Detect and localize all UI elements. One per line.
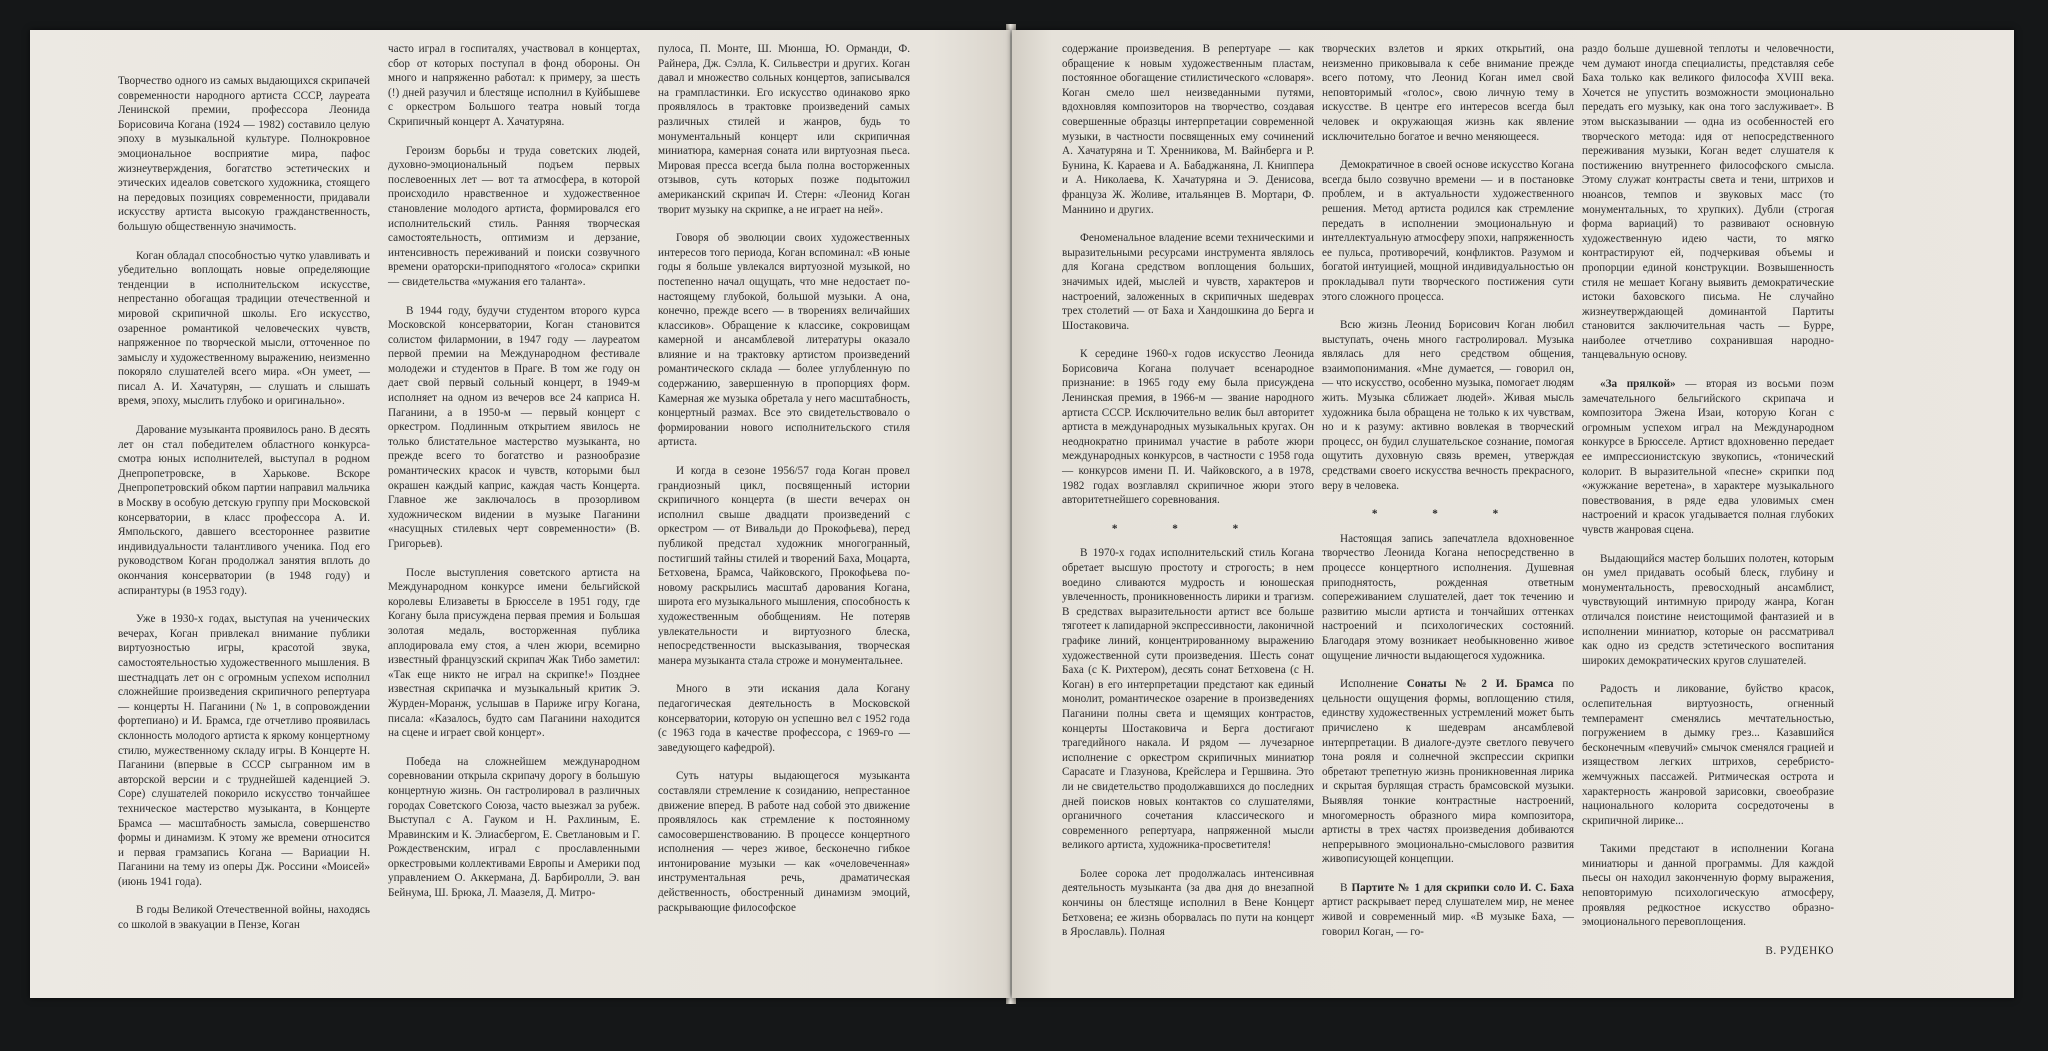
paragraph: В годы Великой Отечественной войны, находясь со школой в эвакуации в Пензе, Коган xyxy=(118,904,370,932)
right-column-1 xyxy=(1062,42,1314,954)
left-column-2 xyxy=(388,42,640,915)
left-column-3 xyxy=(658,42,910,929)
author-signature: В. РУДЕНКО xyxy=(1765,944,1834,957)
paragraph: Уже в 1930-х годах, выступая на ученических вечерах, Коган привлекал внимание публики виртуозностью игры, красотой звука, самостоятельностью художественного мышления. В шестнадцать лет он с огромным успехом исполнил сложнейшие произведения скрипичного репертуара — концерты Н. Паганини (№ 1, в сопровождении фортепиано) и И. Брамса, где отчетливо проявилась склонность молодого артиста к яркому концертному стилю, мужественному складу игры. В Концерте Н. Паганини (впервые в СССР сыгранном им в авторской версии и с труднейшей каденцией Э. Соре) слушателей покорило искусство тончайшее техническое мастерство музыканта, в Концерте Брамса — масштабность замысла, совершенство формы и динамизм. К этому же времени относится и первая грамзапись Когана — Вариации Н. Паганини на тему из оперы Дж. Россини «Моисей» (июнь 1941 года). xyxy=(118,613,370,888)
paragraph: Коган обладал способностью чутко улавливать и убедительно воплощать новые определяющие тенденции в исполнительском искусстве, непрестанно обогащая традиции отечественной и мировой скрипичной школы. Его искусство, озаренное романтикой человеческих чувств, напряженное по творческой мысли, отточенное по замыслу и художественному выражению, неизменно покоряло слушателей всего мира. «Он умеет, — писал А. И. Хачатурян, — слушать и слышать время, эпоху, мыслить глубоко и оригинально». xyxy=(118,249,370,408)
paragraph: После выступления советского артиста на Международном конкурсе имени бельгийской королевы Елизаветы в Брюсселе в 1951 году, где Когану была присуждена первая премия и Большая золотая медаль, восторженная публика аплодировала ему стоя, а член жюри, всемирно известный французский скрипач Жак Тибо заметил: «Так еще никто не играл на скрипке!» Позднее известная скрипачка и музыкальный критик Э. Журден-Моранж, услышав в Париже игру Когана, писала: «Казалось, будто сам Паганини находится на сцене и играет свой концерт». xyxy=(388,566,640,740)
paragraph: Радость и ликование, буйство красок, ослепительная виртуозность, огненный темперамент сменялись мечтательностью, погружением в дымку грез... Казавшийся бесконечным «певучий» смычок сменялся грацией и изяществом легких штрихов, серебристо-жемчужных пассажей. Ритмическая острота и характерность жанровой зарисовки, своеобразие национального колорита сосредоточены в скрипичной лирике... xyxy=(1582,683,1834,827)
paragraph: Говоря об эволюции своих художественных интересов того периода, Коган вспоминал: «В юные годы я больше увлекался виртуозной музыкой, но постепенно начал ощущать, что мне недостает по-настоящему глубокой, большой музыки. А она, конечно, прежде всего — в творениях величайших классиков». Обращение к классике, сокровищам камерной и ансамблевой литературы оказало влияние и на трактовку артистом произведений романтического склада — более углубленную по содержанию, завершенную в пропорциях форм. Камерная же музыка обретала у него масштабность, концертный размах. Все это свидетельствовало о формировании нового исполнительского стиля артиста. xyxy=(658,232,910,449)
paragraph: творческих взлетов и ярких открытий, она неизменно приковывала к себе внимание прежде всего потому, что Леонид Коган имел свой неповторимый «голос», свою личную тему в искусстве. В центре его интересов всегда был человек и окружающая жизнь как явление исключительно богатое и вечно меняющееся. xyxy=(1322,43,1574,143)
right-column-2 xyxy=(1322,42,1574,953)
paragraph: К середине 1960-х годов искусство Леонида Борисовича Когана получает всенародное признание: в 1965 году ему была присуждена Ленинская премия, в 1966-м — звание народного артиста СССР. Исключительно велик был авторитет артиста в международных музыкальных кругах. Он неоднократно принимал участие в работе жюри международных конкурсов, в частности с 1958 года — конкурсов имени П. И. Чайковского, а в 1978, 1982 годах возглавлял скрипичное жюри этого авторитетнейшего соревнования. xyxy=(1062,348,1314,507)
paragraph: Более сорока лет продолжалась интенсивная деятельность музыканта (за два дня до внезапной кончины он блестяще исполнил в Вене Концерт Бетховена; ее жизнь оборвалась по пути на концерт в Ярославль). Полная xyxy=(1062,867,1314,939)
right-column-3 xyxy=(1582,42,1834,972)
paragraph: пулоса, П. Монте, Ш. Мюнша, Ю. Орманди, Ф. Райнера, Дж. Сэлла, К. Сильвестри и других. Коган давал и множество сольных концертов, записывался на грампластинки. Его искусство одинаково ярко проявлялось в трактовке произведений самых различных стилей и жанров, будь то монументальный концерт или скрипичная миниатюра, камерная соната или виртуозная пьеса. Мировая пресса всегда была полна восторженных отзывов, суть которых позже подытожил американский скрипач И. Стерн: «Леонид Коган творит музыку на скрипке, а не играет на ней». xyxy=(658,43,910,216)
paragraph: Героизм борьбы и труда советских людей, духовно-эмоциональный подъем первых послевоенных лет — вот та атмосфера, в которой происходило нравственное и художественное становление молодого артиста, формировался его исполнительский стиль. Ранняя творческая самостоятельность, оптимизм и дерзание, интенсивность переживаний и поиски созвучного времени ораторски-приподнятого «голоса» скрипки — свидетельства «мужания его таланта». xyxy=(388,144,640,288)
paragraph: Демократичное в своей основе искусство Когана всегда было созвучно времени — и в постановке проблем, и в актуальности художественного решения. Метод артиста родился как стремление передать в исполнении эмоциональную и интеллектуальную атмосферу эпохи, напряженность ее пульса, противоречий, конфликтов. Разумом и богатой интуицией, мощной индивидуальностью он прокладывал пути творческого постижения сути этого сложного процесса. xyxy=(1322,159,1574,303)
paragraph: Всю жизнь Леонид Борисович Коган любил выступать, очень много гастролировал. Музыка являлась для него средством общения, взаимопонимания. «Мне думается, — говорил он, — что искусство, особенно музыка, помогает людям жить. Музыка сближает людей». Живая мысль художника была обращена не только к их чувствам, но и к разуму: активно вовлекая в творческий процесс, он будил слушательское сознание, помогая ощутить духовную связь времен, утверждая средствами своего искусства вечность прекрасного, веру в человека. xyxy=(1322,319,1574,492)
paragraph: раздо больше душевной теплоты и человечности, чем думают иногда специалисты, представляя себе Баха только как великого философа XVIII века. Хочется не упустить возможности эмоционально передать его музыку, как она того заслуживает». В этом высказывании — одна из особенностей его творческого метода: идя от непосредственного переживания музыки, Коган ведет слушателя к постижению внутреннего философского смысла. Этому служат контрасты света и тени, штрихов и нюансов, темпов и звуковых масс (то монументальных, то хрупких). Дубли (строгая форма вариаций) то развивают основную художественную идею части, то мягко контрастируют ей, подчеркивая объемы и пропорции единой конструкции. Возвышенность стиля не мешает Когану выявить демократические истоки баховского письма. Не случайно жизнеутверждающей доминантой Партиты становится заключительная часть — Бурре, наиболее отчетливо сохранившая народно-танцевальную основу. xyxy=(1582,43,1834,362)
paragraph: Дарование музыканта проявилось рано. В десять лет он стал победителем областного конкурса-смотра юных исполнителей, выступал в родном Днепропетровске, в Харькове. Вскоре Днепропетровский обком партии направил мальчика в Москву в особую детскую группу при Московской консерватории, в класс профессора А. И. Ямпольского, давшего всестороннее развитие индивидуальности талантливого ученика. Под его руководством Коган продолжал занятия вплоть до окончания консерватории (в 1948 году) и аспирантуры (в 1953 году). xyxy=(118,424,370,597)
paragraph: Настоящая запись запечатлела вдохновенное творчество Леонида Когана непосредственно в процессе концертного исполнения. Душевная приподнятость, рожденная ответным сопереживанием слушателей, дает ток течению и развитию мысли артиста и тончайших оттенках настроений и психологических состояний. Благодаря этому возникает необыкновенно живое ощущение личности выдающегося художника. xyxy=(1322,532,1574,662)
paragraph: Много в эти искания дала Когану педагогическая деятельность в Московской консерватории, которую он успешно вел с 1952 года (с 1963 года в качестве профессора, с 1969-го — заведующего кафедрой). xyxy=(658,683,910,754)
paragraph: Победа на сложнейшем международном соревновании открыла скрипачу дорогу в большую концертную жизнь. Он гастролировал в различных городах Советского Союза, часто выезжал за рубеж. Выступал с А. Гауком и Н. Рахлиным, Е. Мравинским и К. Элиасбергом, Е. Светлановым и Г. Рождественским, играл с прославленными оркестровыми коллективами Европы и Америки под управлением О. Аккермана, Д. Барбиролли, Э. ван Бейнума, Ш. Брюка, Л. Маазеля, Д. Митро- xyxy=(388,755,640,900)
paragraph: И когда в сезоне 1956/57 года Коган провел грандиозный цикл, посвященный истории скрипичного концерта (в шести вечерах он исполнил свыше двадцати произведений с оркестром — от Вивальди до Прокофьева), перед публикой предстал художник многогранный, постигший тайны стилей и творений Баха, Моцарта, Бетховена, Брамса, Чайковского, Прокофьева по-новому раскрылись масштаб дарования Когана, широта его музыкального мышления, способность к художественным обобщениям. Не потеряв увлекательности и виртуозного блеска, непосредственности высказывания, творческая манера музыканта стала строже и монументальнее. xyxy=(658,465,910,667)
left-column-1 xyxy=(118,74,370,947)
paragraph: В 1970-х годах исполнительский стиль Когана обретает высшую простоту и строгость; в нем воедино сливаются мудрость и юношеская увлеченность, проникновенность лирики и трагизм. В средствах выразительности артист все больше тяготеет к лапидарной экспрессивности, лаконичной графике линий, концентрированному выражению художественной сути произведения. Шесть сонат Баха (с К. Рихтером), десять сонат Бетховена (с Н. Коган) в его интерпретации предстают как единый монолит, романтическое озарение в произведениях Паганини полны света и щемящих контрастов, концерты Шостаковича и Берга достигают трагедийного накала. И рядом — лучезарное исполнение с оркестром скрипичных миниатюр Сарасате и Глазунова, Крейслера и Гершвина. Это ли не свидетельство продолжавшихся до последних дней поисков новых контактов со слушателями, органичного сочетания классического и современного репертуара, напряженной мысли великого артиста, художника-просветителя! xyxy=(1062,547,1314,852)
paragraph: содержание произведения. В репертуаре — как обращение к новым художественным пластам, постоянное обогащение стилистического «словаря». Коган смело шел неизведанными путями, вдохновляя композиторов на творчество, создавая совершенные образцы интерпретации современной музыки, в частности посвященных ему сочинений А. Хачатуряна и Т. Хренникова, М. Вайнберга и Р. Бунина, К. Караева и А. Бабаджаняна, Л. Книппера и А. Николаева, К. Хачатуряна и Э. Денисова, француза Ж. Жоливе, итальянцев В. Мортари, Ф. Маннино и других. xyxy=(1062,43,1314,216)
paragraph: В Партите № 1 для скрипки соло И. С. Баха артист раскрывает перед слушателем мир, не менее живой и современный мир. «В музыке Баха, — говорил Коган, — го- xyxy=(1322,881,1575,938)
paragraph: Творчество одного из самых выдающихся скрипачей современности народного артиста СССР, лауреата Ленинской премии, профессора Леонида Борисовича Когана (1924 — 1982) составило целую эпоху в музыкальной культуре. Полнокровное эмоциональное восприятие мира, пафос жизнеутверждения, богатство эстетических и этических идеалов советского художника, стоящего на передовых позициях современности, придавали искусству артиста высокую гражданственность, большую общественную значимость. xyxy=(118,75,370,233)
paragraph: Феноменальное владение всеми техническими и выразительными ресурсами инструмента являлось для Когана средством воплощения больших, значимых идей, мыслей и чувств, характеров и настроений, заложенных в скрипичных шедеврах трех столетий — от Баха и Хандошкина до Берга и Шостаковича. xyxy=(1062,232,1314,332)
section-separator: * * * xyxy=(1371,508,1525,521)
paragraph: Суть натуры выдающегося музыканта составляли стремление к созиданию, непрестанное движение вперед. В работе над собой это движение проявлялось как стремление к постоянному самосовершенствованию. В процессе концертного исполнения — через живое, бесконечно гибкое интонирование музыки — как «очеловеченная» инструментальная речь, драматическая действенность, обостренный динамизм эмоций, раскрывающие философское xyxy=(658,770,910,914)
paragraph: Выдающийся мастер больших полотен, которым он умел придавать особый блеск, глубину и монументальность, превосходный ансамблист, чувствующий интимную природу жанра, Коган отличался поистине неистощимой фантазией и в исполнении миниатюр, которые он рассматривал как одно из средств эстетического воспитания широких демократических кругов слушателей. xyxy=(1582,552,1834,667)
paragraph: Такими предстают в исполнении Когана миниатюры и данной программы. Для каждой пьесы он находил законченную форму выражения, неповторимую психологическую атмосферу, проявляя редкостное искусство образно-эмоционального перевоплощения. xyxy=(1582,843,1834,929)
paragraph: Исполнение Сонаты № 2 И. Брамса по цельности ощущения формы, воплощению стиля, единству художественных устремлений может быть причислено к шедеврам ансамблевой интерпретации. В диалоге-дуэте светлого певучего тона рояля и солнечной экспрессии скрипки обретают трепетную жизнь проникновенная лирика и скрытая бурлящая страсть брамсовской музыки. Выявляя тонкие контрастные настроений, многомерность образного мира композитора, артисты в трех частях произведения добиваются непрерывного эмоционально-смыслового развития живописующей концепции. xyxy=(1322,678,1574,866)
paragraph: В 1944 году, будучи студентом второго курса Московской консерватории, Коган становится солистом филармонии, в 1947 году — лауреатом первой премии на Международном фестивале молодежи и студентов в Праге. В том же году он дает свой первый сольный концерт, в 1949-м исполняет на одном из вечеров все 24 каприса Н. Паганини, а в 1950-м — первый концерт с оркестром. Подлинным открытием явилось не только блистательное мастерство музыканта, но прежде всего то богатство и разнообразие романтических красок и чувств, которыми был окрашен каждый каприс, каждая часть Концерта. Главное же заключалось в прозорливом художническом видении в музыке Паганини «насущных стилевых черт современности» (В. Григорьев). xyxy=(388,304,640,550)
section-separator: * * * xyxy=(1111,522,1265,535)
paragraph: «За прялкой» — вторая из восьми поэм замечательного бельгийского скрипача и композитора Эжена Изаи, которую Коган с огромным успехом играл на Международном конкурсе в Брюсселе. Артист вдохновенно передает ее импрессионистскую звукопись, «тонический колорит. В выразительной «песне» скрипки под «жужжание веретена», в характере музыкального повествования, в ряде едва уловимых смен настроений и красок угадывается полная глубоких чувств жанровая сцена. xyxy=(1582,378,1834,536)
paragraph: часто играл в госпиталях, участвовал в концертах, сбор от которых поступал в фонд обороны. Он много и напряженно работал: к примеру, за шесть (!) дней разучил и блестяще исполнил в Куйбышеве с оркестром Большого театра новый тогда Скрипичный концерт А. Хачатуряна. xyxy=(388,43,640,128)
